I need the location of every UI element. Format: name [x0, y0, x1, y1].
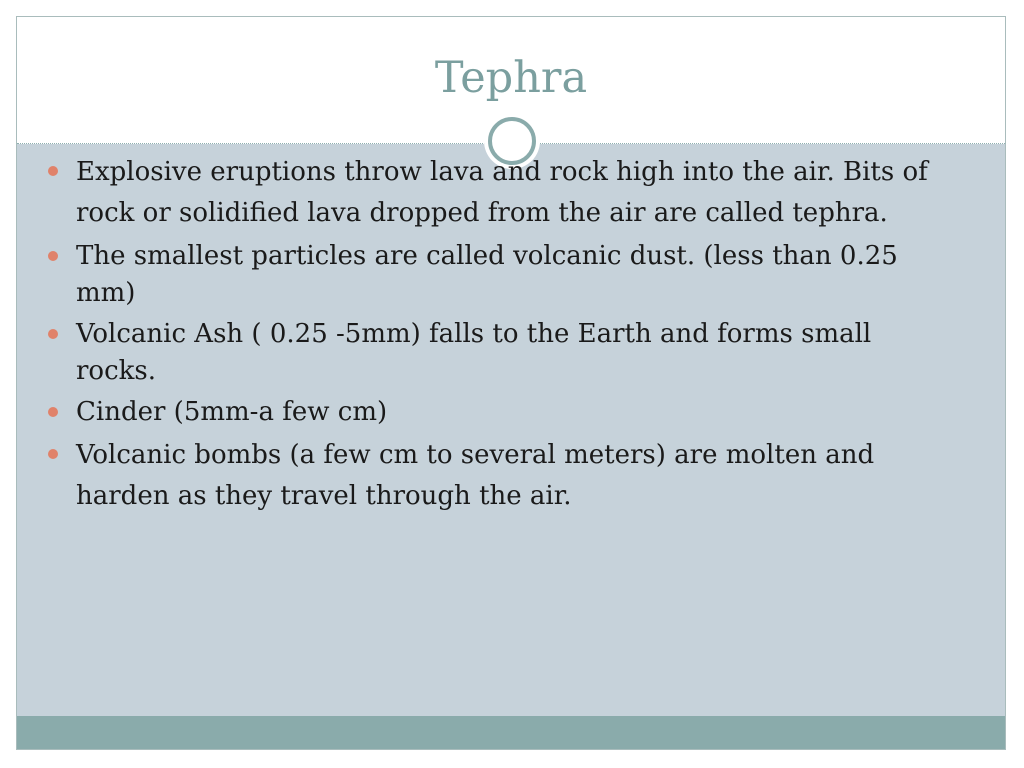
list-item: [46, 152, 956, 234]
bullet-dot-icon: [48, 166, 58, 176]
bullet-text: Explosive eruptions throw lava and rock high into the air. Bits of rock or solidified lava dropped from the air are called tephra.: [76, 157, 928, 228]
bullet-dot-icon: [48, 407, 58, 417]
list-item: [46, 394, 956, 431]
footer-bar: [17, 716, 1005, 750]
bullet-dot-icon: [48, 251, 58, 261]
list-item: [46, 435, 956, 517]
list-item: [46, 316, 956, 390]
bullet-text: The smallest particles are called volcanic dust. (less than 0.25 mm): [76, 241, 898, 308]
bullet-dot-icon: [48, 329, 58, 339]
bullet-list: [46, 152, 956, 521]
slide-title: Tephra: [434, 53, 588, 103]
bullet-text: Volcanic bombs (a few cm to several meters) are molten and harden as they travel through the air.: [76, 440, 875, 511]
bullet-text: Cinder (5mm-a few cm): [76, 397, 388, 427]
bullet-text: Volcanic Ash ( 0.25 -5mm) falls to the Earth and forms small rocks.: [76, 319, 872, 386]
list-item: [46, 238, 956, 312]
bullet-dot-icon: [48, 449, 58, 459]
